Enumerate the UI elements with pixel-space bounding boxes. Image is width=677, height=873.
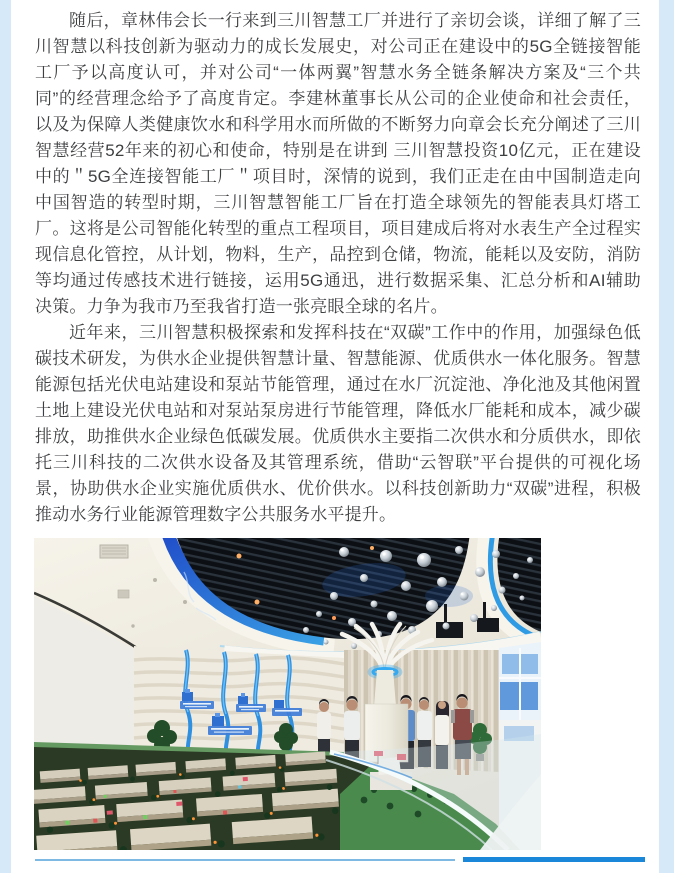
scale-model bbox=[34, 742, 374, 850]
page-background-band-right bbox=[659, 0, 674, 873]
page-background-band-left bbox=[0, 0, 11, 873]
article-photo[interactable] bbox=[34, 538, 541, 850]
exhibition-photo-illustration bbox=[34, 538, 541, 850]
divider-line-thick bbox=[463, 857, 645, 862]
article-paragraph-2: 近年来，三川智慧积极探索和发挥科技在“双碳”工作中的作用，加强绿色低碳技术研发，为供水企业提供智慧计量、智慧能源、优质供水一体化服务。智慧能源包括光伏电站建设和泵站节能管理，通过在水厂沉淀池、净化池及其他闲置土地上建设光伏电站和对泵站泵房进行节能管理，降低水厂能耗和成本，减少碳排放，助推供水企业绿色低碳发展。优质供水主要指二次供水和分质供水，即依托三川科技的二次供水设备及其管理系统，借助“云智联”平台提供的可视化场景，协助供水企业实施优质供水、优价供水。以科技创新助力“双碳”进程，积极推动水务行业能源管理数字公共服务水平提升。 bbox=[35, 323, 641, 524]
article-card bbox=[11, 0, 659, 873]
divider-line-thin bbox=[35, 859, 455, 861]
article-paragraph-1: 随后，章林伟会长一行来到三川智慧工厂并进行了亲切会谈，详细了解了三川智慧以科技创新为驱动力的成长发展史，对公司正在建设中的5G全链接智能工厂予以高度认可，并对公司“一体两翼”智慧水务全链条解决方案及“三个共同”的经营理念给予了高度肯定。李建林董事长从公司的企业使命和社会责任，以及为保障人类健康饮水和科学用水而所做的不断努力向章会长充分阐述了三川智慧经营52年来的初心和使命，特别是在讲到 三川智慧投资10亿元，正在建设中的＂5G全连接智能工厂＂项目时，深情的说到，我们正走在由中国制造走向中国智造的转型时期，三川智慧智能工厂旨在打造全球领先的智能表具灯塔工厂。这将是公司智能化转型的重点工程项目，项目建成后将对水表生产全过程实现信息化管控，从计划，物料，生产，品控到仓储，物流，能耗以及安防，消防等均通过传感技术进行链接，运用5G通迅，进行数据采集、汇总分析和AI辅助决策。力争为我市乃至我省打造一张亮眼全球的名片。 bbox=[35, 11, 641, 316]
article-body bbox=[35, 8, 641, 536]
